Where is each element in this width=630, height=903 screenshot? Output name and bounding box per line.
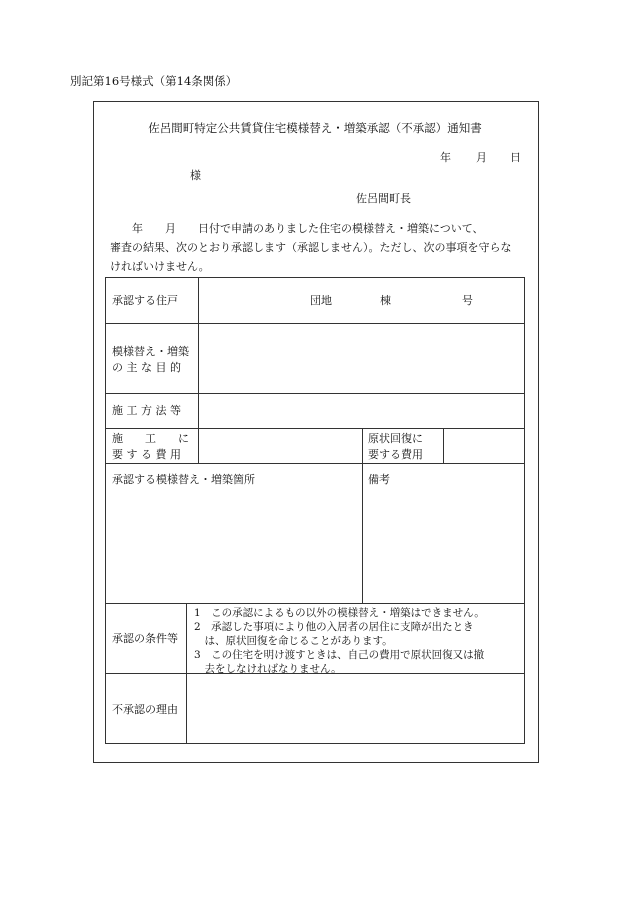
form-number-label: 別記第16号様式（第14条関係） bbox=[70, 74, 238, 88]
date-year: 年 bbox=[440, 151, 451, 164]
table-rule bbox=[105, 323, 525, 324]
conditions-list bbox=[194, 606, 485, 676]
construction-method-label: 施 工 方 法 等 bbox=[112, 404, 181, 417]
date-day: 日 bbox=[510, 151, 521, 164]
construction-cost-label: 施 工 に bbox=[112, 432, 189, 445]
notice-body bbox=[110, 219, 530, 276]
table-rule bbox=[198, 277, 199, 463]
building-label: 棟 bbox=[380, 294, 391, 307]
condition-item: は、原状回復を命じることがあります。 bbox=[194, 635, 393, 647]
restoration-cost-label: 要する費用 bbox=[368, 448, 423, 461]
body-line: 審査の結果、次のとおり承認します（承認しません）。ただし、次の事項を守らな bbox=[110, 241, 512, 254]
condition-item: 1 この承認によるもの以外の模様替え・増築はできません。 bbox=[194, 607, 485, 619]
conditions-label: 承認の条件等 bbox=[112, 632, 178, 645]
approved-places-label: 承認する模様替え・増築箇所 bbox=[112, 473, 255, 486]
table-border bbox=[105, 277, 525, 278]
construction-cost-label: 要 す る 費 用 bbox=[112, 448, 181, 461]
remarks-label: 備考 bbox=[368, 473, 390, 486]
table-rule bbox=[105, 393, 525, 394]
unit-number-label: 号 bbox=[462, 294, 473, 307]
table-rule bbox=[186, 603, 187, 744]
condition-item: 去をしなければなりません。 bbox=[194, 663, 342, 675]
purpose-label: 模様替え・増築 bbox=[112, 345, 189, 358]
condition-item: 2 承認した事項により他の入居者の居住に支障が出たとき bbox=[194, 621, 474, 633]
table-rule bbox=[105, 428, 525, 429]
table-border bbox=[105, 743, 525, 744]
body-line: 年 月 日付で申請のありました住宅の模様替え・増築について、 bbox=[110, 222, 484, 235]
table-rule bbox=[443, 428, 444, 463]
approved-dwelling-label: 承認する住戸 bbox=[112, 294, 178, 307]
table-rule bbox=[362, 428, 363, 604]
danchi-label: 団地 bbox=[310, 294, 332, 307]
condition-item: 3 この住宅を明け渡すときは、自己の費用で原状回復又は撤 bbox=[194, 649, 485, 661]
date-month: 月 bbox=[476, 151, 487, 164]
table-rule bbox=[105, 463, 525, 464]
rejection-reason-label: 不承認の理由 bbox=[112, 703, 178, 716]
issuer-name: 佐呂間町長 bbox=[356, 192, 411, 205]
restoration-cost-label: 原状回復に bbox=[368, 432, 423, 445]
addressee-suffix: 様 bbox=[190, 169, 201, 182]
purpose-label: の 主 な 目 的 bbox=[112, 361, 181, 374]
document-title: 佐呂間町特定公共賃貸住宅模様替え・増築承認（不承認）通知書 bbox=[148, 121, 482, 135]
body-line: ければいけません。 bbox=[110, 260, 210, 273]
table-rule bbox=[105, 603, 525, 604]
